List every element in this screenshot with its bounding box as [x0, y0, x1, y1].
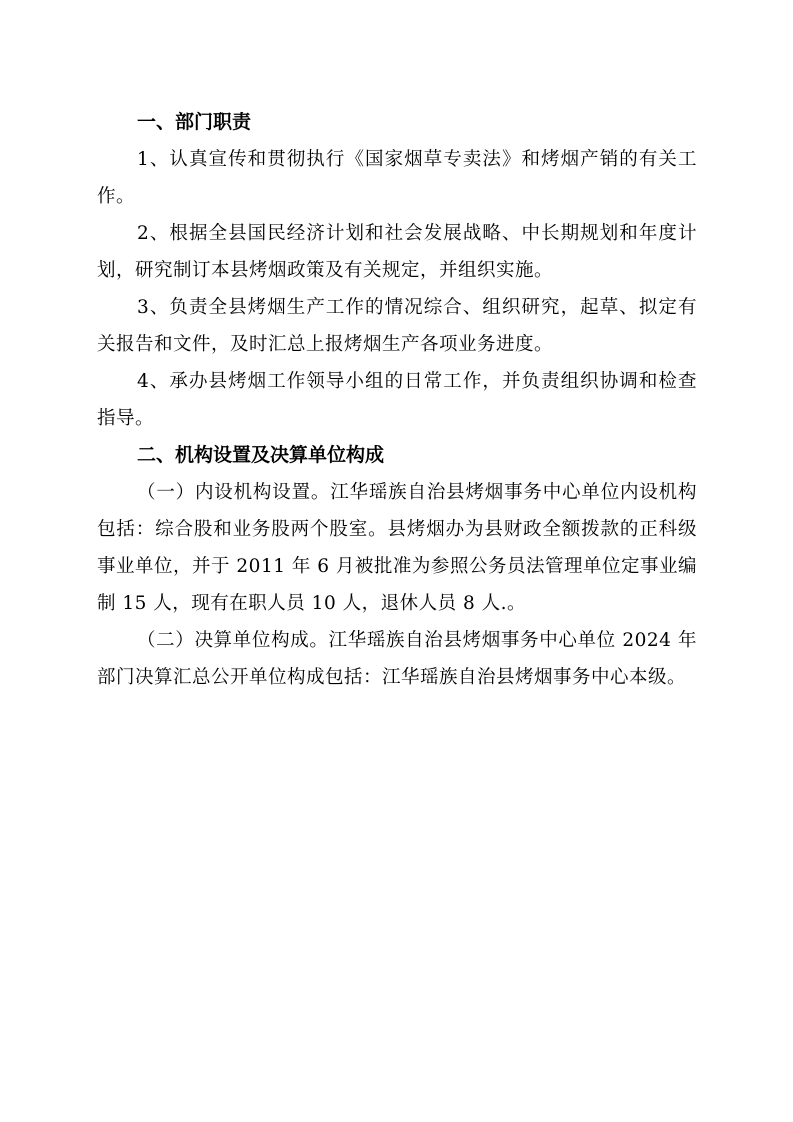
organization-accounting-units: （二）决算单位构成。江华瑶族自治县烤烟事务中心单位 2024 年部门决算汇总公开单位构成包括：江华瑶族自治县烤烟事务中心本级。: [97, 630, 697, 688]
organization-internal-structure: （一）内设机构设置。江华瑶族自治县烤烟事务中心单位内设机构包括：综合股和业务股两个股室。县烤烟办为县财政全额拨款的正科级事业单位，并于 2011 年 6 月被批准为参照公务员法管理单位定事业编制 15 人，现有在职人员 10 人，退休人员 8 人.。: [97, 482, 697, 614]
responsibility-item-1: 1、认真宣传和贯彻执行《国家烟草专卖法》和烤烟产销的有关工作。: [97, 149, 697, 207]
responsibility-item-4: 4、承办县烤烟工作领导小组的日常工作，并负责组织协调和检查指导。: [97, 371, 697, 429]
section-heading-responsibilities: 一、部门职责: [137, 111, 252, 133]
section-heading-organization: 二、机构设置及决算单位构成: [137, 444, 385, 466]
responsibility-item-2: 2、根据全县国民经济计划和社会发展战略、中长期规划和年度计划，研究制订本县烤烟政策及有关规定，并组织实施。: [97, 223, 697, 281]
document-body: [97, 104, 697, 696]
responsibility-item-3: 3、负责全县烤烟生产工作的情况综合、组织研究，起草、拟定有关报告和文件，及时汇总上报烤烟生产各项业务进度。: [97, 297, 697, 355]
